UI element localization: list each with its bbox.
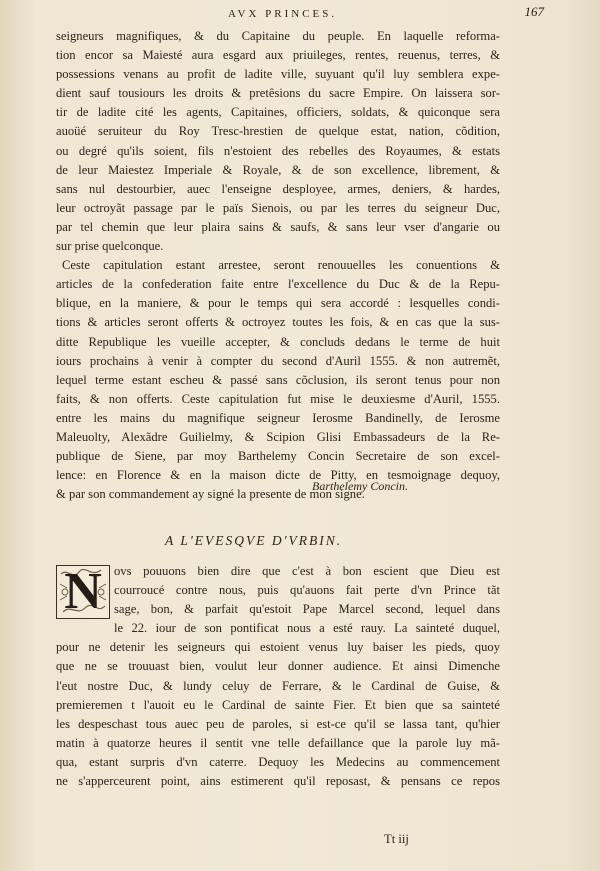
text-line: qua, estant surpris d'vn caterre. Dequoy les Medecins au commencement: [56, 754, 500, 769]
text-line: publique de Siene, par moy Barthelemy Concin Secretaire de son excel-: [56, 449, 500, 464]
text-line: que ne se trouuast bien, voulut leur donner audience. Et ainsi Dimenche: [56, 659, 500, 674]
text-line: tions & articles seront offerts & octroyez toutes les fois, & en cas que la sus-: [56, 315, 500, 330]
text-line: dient sauf tousiours les droits & pretêsions du sacre Empire. On laissera sor-: [56, 86, 500, 101]
text-line: l'eut nostre Duc, & lundy celuy de Ferrare, & le Cardinal de Guise, &: [56, 678, 500, 693]
text-line: tir de ladite cité les agents, Capitaines, officiers, soldats, & quiconque sera: [56, 105, 500, 120]
text-line: auoüé seruiteur du Roy Tresc-hrestien de quelque estat, nation, cõdition,: [56, 124, 500, 139]
text-line: de leur Maiestez Imperiale & Royale, & de son excellence, librement, &: [56, 162, 500, 177]
text-line: leur octroyãt passage par le païs Sienois, ou par les terres du seigneur Duc,: [56, 200, 500, 215]
page-number: 167: [524, 4, 544, 19]
text-line: lequel terme estant escheu & passé sans cõclusion, ils seront tenus pour non: [56, 372, 500, 387]
text-line: ou degré qu'ils soient, fils n'estoient des rebelles des Royaumes, & estats: [56, 143, 500, 158]
text-line: lence: en Florence & en la maison dicte de Pitty, en tesmoignage dequoy,: [56, 468, 500, 483]
text-line: les despeschast tous auec peu de paroles, si est-ce qu'il se lassa tant, qu'hier: [56, 716, 500, 731]
section-heading: A L'EVESQVE D'VRBIN.: [165, 533, 343, 548]
text-line: tion encor sa Maiesté aura esgard aux priuileges, rentes, reuenus, terres, &: [56, 48, 500, 63]
running-title: AVX PRINCES.: [228, 8, 338, 20]
text-line: ne s'apperceurent point, ains estimerent qu'il reposast, & pensans ce repos: [56, 774, 500, 789]
text-line: courroucé contre nous, puis qu'auons fait perte d'vn Prince tãt: [114, 583, 500, 598]
signature: Barthelemy Concin.: [312, 479, 408, 493]
text-line: possessions venans au profit de ladite ville, suyuant qu'il luy semblera expe-: [56, 67, 500, 82]
letter-body: [56, 27, 500, 504]
text-line: entre les mains du magnifique seigneur Ierosme Bandinelly, de Ierosme: [56, 410, 500, 425]
text-line: & par son commandement ay signé la presente de mon signe.: [56, 487, 365, 502]
text-line: par tel chemin que leur plaira sains & saufs, & sans leur vser d'angarie ou: [56, 219, 500, 234]
text-line: matin à quatorze heures il sentit vne telle defaillance que la parole luy mã-: [56, 735, 500, 750]
text-line: premieremen t l'auoit eu le Cardinal de sainte Fier. Et bien que sa sainteté: [56, 697, 500, 712]
text-line: sur prise quelconque.: [56, 239, 164, 254]
text-line: le 22. iour de son pontificat nous a esté rauy. La sainteté duquel,: [114, 621, 500, 636]
text-line: iours prochains à venir à compter du second d'Auril 1555. & non autremẽt,: [56, 353, 500, 368]
text-line: faits, & non offerts. Ceste capitulation fut mise le deuxiesme d'Auril, 1555.: [56, 391, 500, 406]
text-line: sage, bon, & parfait qu'estoit Pape Marcel second, lequel dans: [114, 602, 500, 617]
text-line: ovs pouuons bien dire que c'est à bon escient que Dieu est: [114, 564, 500, 578]
paragraph-1: [56, 27, 500, 256]
text-line: Maleuolty, Alexãdre Guilielmy, & Scipion Glisi Embassadeurs de la Re-: [56, 429, 500, 444]
dropcap-letter: N: [64, 565, 102, 619]
text-line: blique, en la maniere, & pour le temps qui sera accordé : lesquelles condi-: [56, 296, 500, 311]
text-line: seigneurs magnifiques, & du Capitaine du peuple. En laquelle reforma-: [56, 29, 500, 43]
paragraph-2: [56, 256, 500, 504]
paragraph-3: [56, 562, 500, 791]
text-line: Ceste capitulation estant arrestee, seront renouuelles les conuentions &: [62, 258, 500, 273]
signature-mark: Tt iij: [384, 832, 409, 846]
text-line: ditte Republique les vueille accepter, & concluds dedans le terme de huit: [56, 334, 500, 349]
text-line: pour ne detenir les seigneurs qui estoient venus luy baiser les pieds, quoy: [56, 640, 500, 655]
text-line: articles de la confederation faite entre l'excellence du Duc & de la Repu-: [56, 277, 500, 292]
text-line: sans nul destourbier, auec l'enseigne desployee, armes, deniers, & hardes,: [56, 181, 500, 196]
